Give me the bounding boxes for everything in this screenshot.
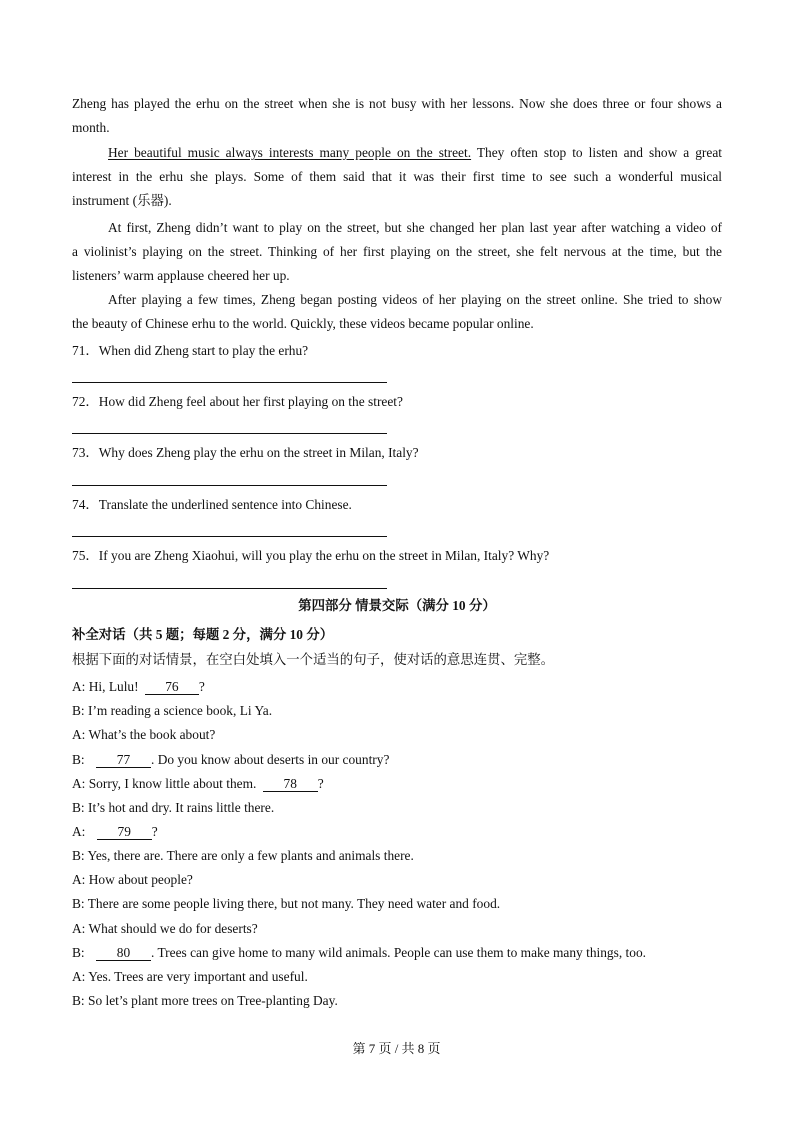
passage-line: listeners’ warm applause cheered her up.	[72, 268, 290, 283]
dialogue-line: A: What’s the book about?	[72, 727, 216, 742]
dialogue-line: A: Yes. Trees are very important and useful.	[72, 969, 308, 984]
dialogue-text: . Trees can give home to many wild animals. People can use them to make many things, too.	[151, 945, 646, 960]
question-number: 75．	[72, 548, 99, 563]
dialogue-line: B: I’m reading a science book, Li Ya.	[72, 703, 273, 718]
dialogue-text: A: Sorry, I know little about them.	[72, 776, 260, 791]
answer-line-74[interactable]	[72, 536, 387, 537]
answer-line-71[interactable]	[72, 382, 387, 383]
page-footer: 第 7 页 / 共 8 页	[352, 1041, 441, 1056]
question-text: How did Zheng feel about her first playing on the street?	[98, 394, 403, 409]
dialogue-text: ?	[317, 776, 324, 791]
question-71	[72, 342, 722, 360]
passage-line: At first, Zheng didn’t want to play on the street, but she changed her plan last year after watching a video of	[108, 220, 722, 235]
dialogue-text: ?	[198, 679, 205, 694]
blank-80[interactable]: 80	[96, 945, 151, 961]
dialogue-line: B: There are some people living there, but not many. They need water and food.	[72, 896, 501, 911]
passage-line: a violinist’s playing on the street. Thinking of her first playing on the street, she felt nervous at the time, but the	[72, 244, 722, 259]
dialogue-text: A:	[72, 824, 89, 839]
section-subtitle: 补全对话（共 5 题；每题 2 分，满分 10 分）	[72, 627, 334, 642]
passage-line: interest in the erhu she plays. Some of them said that it was their first time to see such a wonderful musical	[72, 169, 722, 184]
blank-79[interactable]: 79	[97, 824, 152, 840]
passage-line: instrument (乐器).	[72, 193, 172, 208]
question-75	[72, 547, 722, 565]
section-title: 第四部分 情景交际（满分 10 分）	[298, 598, 496, 613]
dialogue-line	[72, 751, 722, 769]
question-74	[72, 496, 722, 514]
dialogue-text: ?	[151, 824, 158, 839]
question-72	[72, 393, 722, 411]
answer-line-73[interactable]	[72, 485, 387, 486]
section-instruction: 根据下面的对话情景，在空白处填入一个适当的句子，使对话的意思连贯、完整。	[72, 652, 555, 667]
passage-line	[108, 144, 722, 162]
passage-line: the beauty of Chinese erhu to the world. Quickly, these videos became popular online.	[72, 316, 534, 331]
answer-line-75[interactable]	[72, 588, 387, 589]
question-73	[72, 444, 722, 462]
dialogue-line: A: How about people?	[72, 872, 193, 887]
dialogue-line	[72, 678, 722, 696]
underlined-sentence: Her beautiful music always interests many people on the street.	[108, 145, 472, 160]
passage-line: month.	[72, 120, 110, 135]
dialogue-line	[72, 944, 722, 962]
dialogue-line	[72, 775, 722, 793]
dialogue-line	[72, 823, 722, 841]
passage-line: Zheng has played the erhu on the street when she is not busy with her lessons. Now she does three or four shows a	[72, 96, 722, 111]
question-number: 71．	[72, 343, 99, 358]
dialogue-text: B:	[72, 945, 88, 960]
question-number: 74．	[72, 497, 99, 512]
passage-line: After playing a few times, Zheng began posting videos of her playing on the street online. She tried to show	[108, 292, 722, 307]
passage-text: They often stop to listen and show a great	[471, 145, 722, 160]
blank-77[interactable]: 77	[96, 752, 151, 768]
question-text: If you are Zheng Xiaohui, will you play the erhu on the street in Milan, Italy? Why?	[98, 548, 550, 563]
dialogue-line: B: Yes, there are. There are only a few plants and animals there.	[72, 848, 414, 863]
dialogue-line: B: It’s hot and dry. It rains little there.	[72, 800, 275, 815]
blank-78[interactable]: 78	[263, 776, 318, 792]
question-text: Why does Zheng play the erhu on the street in Milan, Italy?	[98, 445, 419, 460]
dialogue-line: B: So let’s plant more trees on Tree-planting Day.	[72, 993, 338, 1008]
dialogue-line: A: What should we do for deserts?	[72, 921, 258, 936]
dialogue-text: . Do you know about deserts in our country?	[151, 752, 390, 767]
question-text: Translate the underlined sentence into Chinese.	[98, 497, 352, 512]
dialogue-text: B:	[72, 752, 88, 767]
dialogue-text: A: Hi, Lulu!	[72, 679, 142, 694]
question-text: When did Zheng start to play the erhu?	[98, 343, 309, 358]
blank-76[interactable]: 76	[145, 679, 199, 695]
question-number: 72．	[72, 394, 99, 409]
question-number: 73．	[72, 445, 99, 460]
answer-line-72[interactable]	[72, 433, 387, 434]
